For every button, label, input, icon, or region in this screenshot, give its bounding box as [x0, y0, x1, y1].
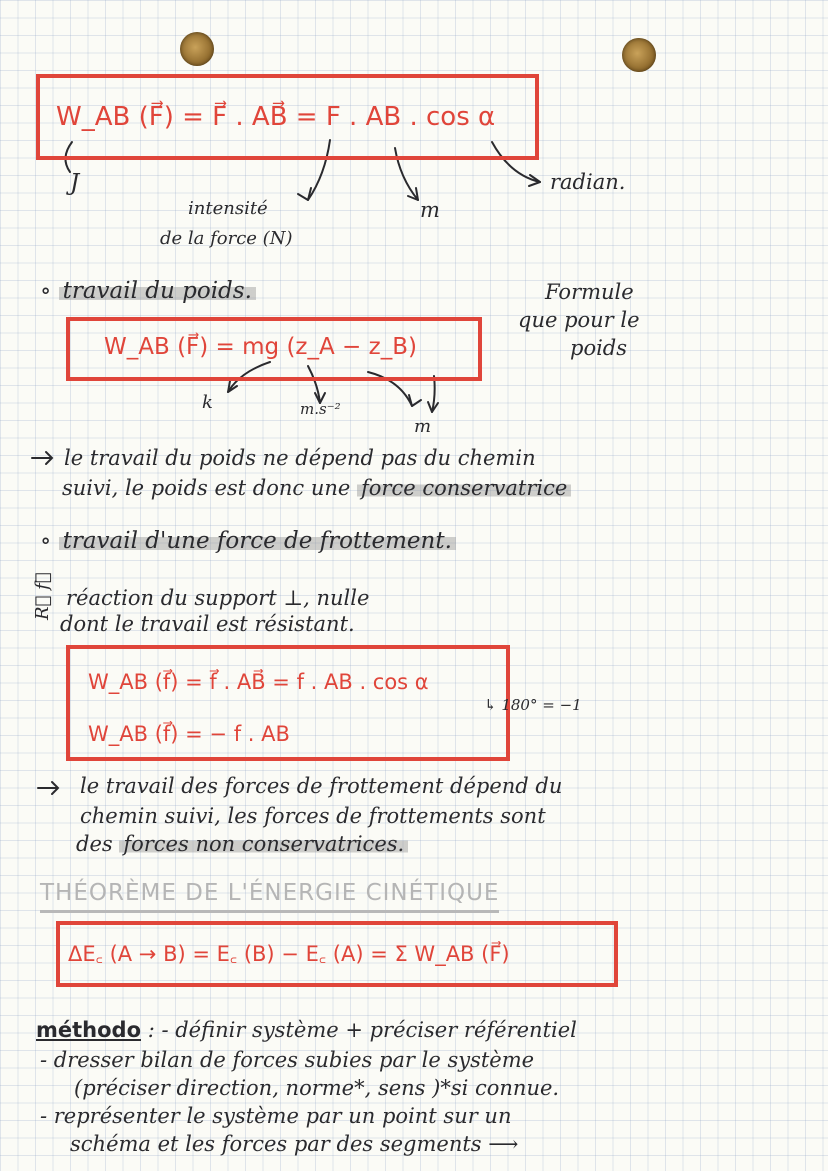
method-step-1: : - définir système + préciser référentiel	[147, 1018, 577, 1042]
punch-hole-left	[180, 32, 214, 66]
side-vector-labels: R⃗ f⃗	[32, 572, 53, 620]
conservative-force-highlight: force conservatrice	[357, 476, 571, 500]
method-line-5: schéma et les forces par des segments ⟶	[70, 1132, 519, 1156]
method-label: méthodo	[36, 1018, 141, 1042]
ms2-annotation: m.s⁻²	[300, 400, 341, 418]
nonconservative-highlight: forces non conservatrices.	[119, 832, 408, 856]
weight-note-1: Formule	[545, 280, 634, 304]
method-line-3: (préciser direction, norme*, sens )*si connue.	[74, 1076, 560, 1100]
weight-heading: ∘ travail du poids.	[40, 278, 256, 304]
meter-annotation-weight: m	[414, 416, 432, 437]
cos-annotation: ↳ 180° = −1	[484, 696, 582, 714]
weight-conclusion-2a: suivi, le poids est donc une	[62, 476, 351, 500]
weight-formula: W_AB (F⃗) = mg (z_A − z_B)	[104, 334, 417, 360]
intensity-annotation-2: de la force (N)	[160, 228, 293, 249]
method-line-1	[36, 1018, 577, 1042]
weight-conclusion-1: le travail du poids ne dépend pas du chemin	[64, 446, 536, 470]
weight-note-3: poids	[570, 336, 628, 360]
reaction-line-1: réaction du support ⊥, nulle	[66, 586, 370, 610]
work-formula: W_AB (F⃗) = F⃗ . AB⃗ = F . AB . cos α	[56, 102, 496, 132]
friction-conclusion-3	[76, 832, 408, 856]
method-line-4: - représenter le système par un point sur un	[40, 1104, 512, 1128]
friction-formula-1: W_AB (f⃗) = f⃗ . AB⃗ = f . AB . cos α	[88, 670, 429, 694]
radian-annotation: radian.	[550, 170, 626, 194]
weight-note-2: que pour le	[518, 308, 640, 332]
weight-heading-text: travail du poids.	[59, 278, 256, 304]
reaction-line-2: dont le travail est résistant.	[60, 612, 355, 636]
weight-conclusion-2	[62, 476, 571, 500]
theorem-title: THÉORÈME DE L'ÉNERGIE CINÉTIQUE	[40, 880, 499, 913]
friction-heading: ∘ travail d'une force de frottement.	[40, 528, 456, 554]
friction-heading-text: travail d'une force de frottement.	[59, 528, 456, 554]
theorem-formula: ΔE꜀ (A → B) = E꜀ (B) − E꜀ (A) = Σ W_AB (F⃗)	[68, 942, 510, 966]
method-line-2: - dresser bilan de forces subies par le système	[40, 1048, 535, 1072]
friction-formula-2: W_AB (f⃗) = − f . AB	[88, 722, 290, 746]
joule-unit-label: J	[70, 170, 80, 196]
punch-hole-right	[622, 38, 656, 72]
meter-annotation: m	[420, 198, 440, 222]
friction-conclusion-3a: des	[76, 832, 113, 856]
kg-annotation: k	[202, 392, 213, 413]
intensity-annotation: intensité	[188, 198, 268, 219]
friction-conclusion-1: le travail des forces de frottement dépend du	[80, 774, 563, 798]
friction-conclusion-2: chemin suivi, les forces de frottements sont	[80, 804, 546, 828]
